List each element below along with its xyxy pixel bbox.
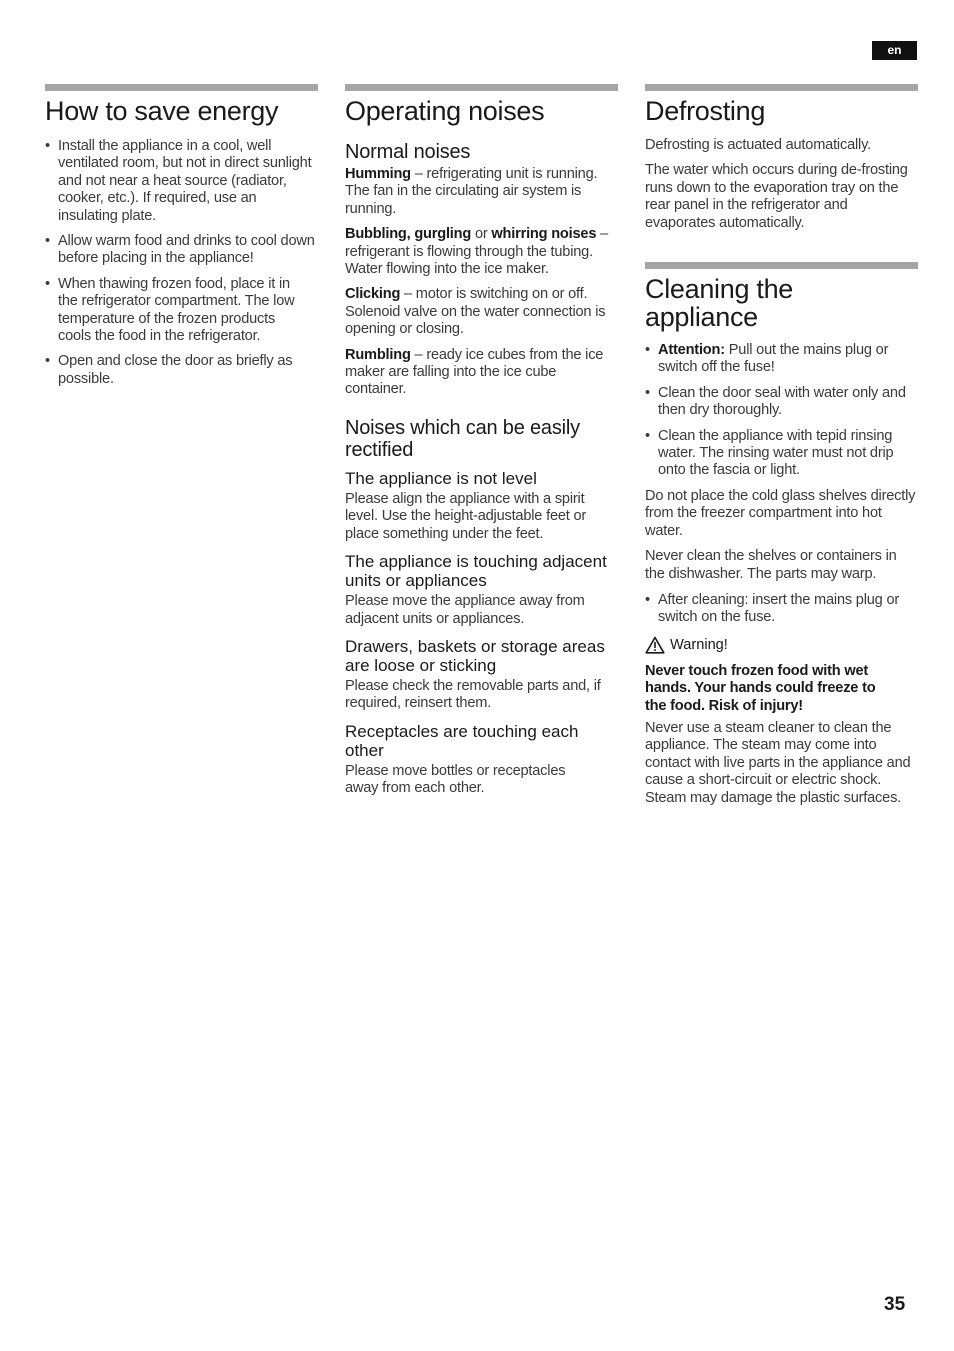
clicking-term: Clicking — [345, 286, 401, 303]
section-rule — [645, 84, 918, 91]
section-rule — [45, 84, 318, 91]
whirring-term: whirring noises — [491, 226, 597, 243]
save-energy-section — [45, 84, 318, 388]
warning-icon — [645, 636, 665, 654]
rumbling-paragraph: Rumbling – ready ice cubes from the ice maker are falling into the ice cube container. — [345, 346, 604, 398]
attention-label: Attention: — [658, 342, 725, 359]
list-item: • Attention: Pull out the mains plug or switch off the fuse! — [645, 342, 918, 377]
warning-row — [645, 636, 918, 654]
language-badge: en — [872, 41, 917, 60]
list-item: • When thawing frozen food, place it in the refrigerator compartment. The low temperature of the frozen products cools the food in the refrigerator. — [45, 276, 308, 346]
touching-heading: The appliance is touching adjacent units or appliances — [345, 552, 607, 591]
touching-text: Please move the appliance away from adjacent units or appliances. — [345, 593, 585, 627]
operating-noises-section — [345, 84, 618, 798]
defrosting-title: Defrosting — [645, 96, 766, 126]
receptacles-heading: Receptacles are touching each other — [345, 721, 579, 760]
humming-term: Humming — [345, 166, 411, 182]
drawers-heading: Drawers, baskets or storage areas are loose or sticking — [345, 636, 605, 675]
rectified-noises-heading: Noises which can be easily rectified — [345, 416, 580, 461]
bubbling-term: Bubbling, gurgling — [345, 226, 472, 243]
cleaning-list — [645, 342, 918, 480]
rumbling-term: Rumbling — [345, 346, 411, 363]
not-level-text: Please align the appliance with a spirit level. Use the height-adjustable feet or place something under the feet. — [345, 490, 587, 542]
bubbling-paragraph: Bubbling, gurgling or whirring noises – refrigerant is flowing through the tubing. Water flowing into the ice maker. — [345, 226, 609, 278]
defrosting-p2: The water which occurs during de-frosting runs down to the evaporation tray on the rear panel in the refrigerator and evaporates automatically. — [645, 162, 908, 231]
cleaning-p1: Do not place the cold glass shelves directly from the freezer compartment into hot water. — [645, 487, 916, 539]
not-level-heading: The appliance is not level — [345, 468, 537, 488]
operating-noises-title: Operating noises — [345, 96, 545, 126]
normal-noises-heading: Normal noises — [345, 141, 471, 163]
list-item: • Install the appliance in a cool, well ventilated room, but not in direct sunlight and not near a heat source (radiator, cooker, etc.). If required, use an insulating plate. — [45, 138, 318, 225]
cleaning-list-2 — [645, 592, 918, 627]
cleaning-title: Cleaning the appliance — [645, 274, 794, 333]
cleaning-p3: Never use a steam cleaner to clean the appliance. The steam may come into contact with live parts in the appliance and cause a short-circuit or electric shock. Steam may damage the plastic surfaces. — [645, 719, 911, 806]
drawers-text: Please check the removable parts and, if required, reinsert them. — [345, 677, 601, 712]
section-rule — [345, 84, 618, 91]
cleaning-p2: Never clean the shelves or containers in the dishwasher. The parts may warp. — [645, 548, 897, 582]
receptacles-text: Please move bottles or receptacles away from each other. — [345, 762, 566, 797]
list-item: • After cleaning: insert the mains plug or switch on the fuse. — [645, 592, 918, 627]
warning-text: Never touch frozen food with wet hands. Your hands could freeze to the food. Risk of injury! — [645, 662, 876, 714]
defrosting-p1: Defrosting is actuated automatically. — [645, 137, 871, 153]
list-item: • Clean the door seal with water only and then dry thoroughly. — [645, 385, 918, 420]
list-item: • Clean the appliance with tepid rinsing water. The rinsing water must not drip onto the fascia or light. — [645, 428, 918, 480]
list-item: • Open and close the door as briefly as possible. — [45, 353, 308, 388]
page-number: 35 — [884, 1294, 906, 1315]
save-energy-title: How to save energy — [45, 96, 279, 126]
defrosting-section — [645, 84, 918, 807]
save-energy-list — [45, 138, 318, 388]
section-rule — [645, 262, 918, 269]
humming-paragraph: Humming – refrigerating unit is running. The fan in the circulating air system is running. — [345, 166, 598, 217]
clicking-paragraph: Clicking – motor is switching on or off. Solenoid valve on the water connection is opening or closing. — [345, 286, 606, 338]
list-item: • Allow warm food and drinks to cool down before placing in the appliance! — [45, 233, 318, 268]
warning-label: Warning! — [670, 636, 728, 653]
